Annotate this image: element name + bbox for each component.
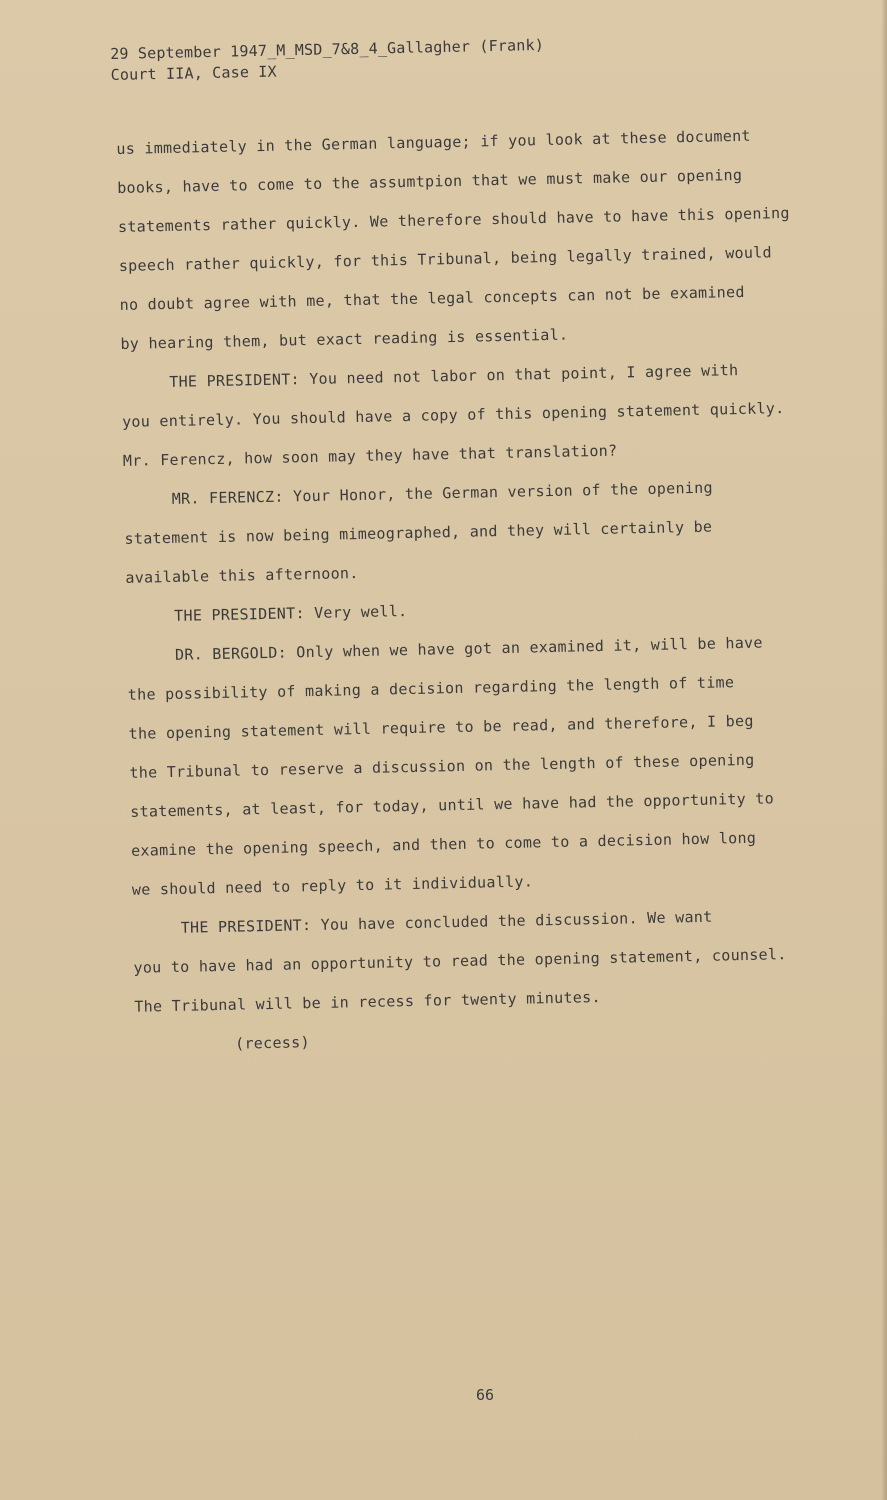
document-header [110, 35, 545, 86]
header-date-line: 29 September 1947_M_MSD_7&8_4_Gallagher (Frank) [110, 35, 545, 63]
transcript-line: statements rather quickly. We therefore should have to have this opening [117, 203, 790, 236]
speaker-line: MR. FERENCZ: Your Honor, the German version of the opening [171, 478, 713, 508]
header-court-line: Court IIA, Case IX [110, 62, 277, 84]
transcript-line: we should need to reply to it individually. [131, 872, 534, 899]
transcript-line: you entirely. You should have a copy of this opening statement quickly. [121, 399, 785, 431]
transcript-line: The Tribunal will be in recess for twenty minutes. [134, 988, 601, 1016]
transcript-line: by hearing them, but exact reading is essential. [120, 325, 569, 353]
recess-note: (recess) [234, 1033, 310, 1053]
transcript-line: available this afternoon. [125, 564, 359, 587]
transcript-line: books, have to come to the assumtpion that we must make our opening [117, 165, 743, 197]
speaker-line: THE PRESIDENT: You need not labor on that point, I agree with [169, 361, 739, 391]
transcript-line: us immediately in the German language; if you look at these document [116, 126, 751, 158]
speaker-line: THE PRESIDENT: You have concluded the discussion. We want [180, 907, 713, 937]
transcript-line: no doubt agree with me, that the legal concepts can not be examined [119, 282, 745, 314]
transcript-line: Mr. Ferencz, how soon may they have that translation? [122, 441, 618, 470]
transcript-line: speech rather quickly, for this Tribunal, being legally trained, would [118, 243, 773, 275]
transcript-line: examine the opening speech, and then to come to a decision how long [130, 828, 757, 860]
page-number: 66 [476, 1386, 495, 1404]
transcript-line: statement is now being mimeographed, and they will certainly be [124, 517, 713, 548]
speaker-line: DR. BERGOLD: Only when we have got an examined it, will be have [174, 633, 763, 664]
transcript-line: the possibility of making a decision regarding the length of time [127, 673, 735, 704]
page-edge-shadow [881, 0, 887, 1500]
speaker-line: THE PRESIDENT: Very well. [173, 602, 408, 625]
transcript-line: the Tribunal to reserve a discussion on the length of these opening [129, 750, 755, 782]
transcript-body [116, 115, 845, 1066]
transcript-line: statements, at least, for today, until we have had the opportunity to [130, 789, 775, 821]
transcript-line: the opening statement will require to be read, and therefore, I beg [128, 711, 754, 743]
transcript-line: you to have had an opportunity to read the opening statement, counsel. [133, 945, 787, 977]
